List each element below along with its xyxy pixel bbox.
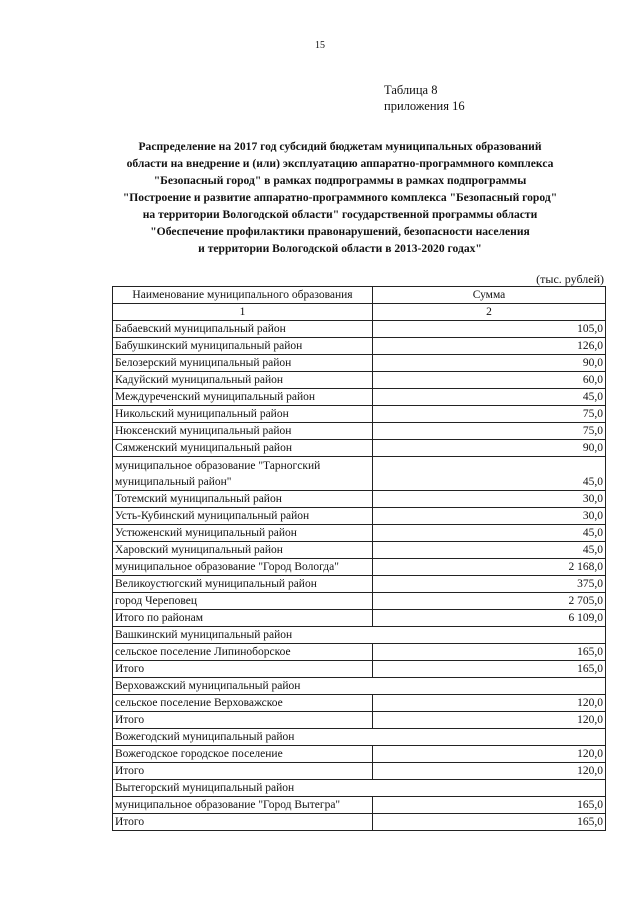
row-name: Белозерский муниципальный район bbox=[113, 355, 373, 372]
row-name: Сямженский муниципальный район bbox=[113, 440, 373, 457]
row-name: Харовский муниципальный район bbox=[113, 542, 373, 559]
settlement-name: Вожегодское городское поселение bbox=[113, 746, 373, 763]
table-row bbox=[113, 491, 606, 508]
row-sum: 105,0 bbox=[373, 321, 606, 338]
row-name: Усть-Кубинский муниципальный район bbox=[113, 508, 373, 525]
row-name: муниципальное образование "Город Вологда" bbox=[113, 559, 373, 576]
row-sum: 75,0 bbox=[373, 406, 606, 423]
settlement-sum: 120,0 bbox=[373, 746, 606, 763]
row-sum: 75,0 bbox=[373, 423, 606, 440]
group-total-label: Итого bbox=[113, 661, 373, 678]
row-name: Нюксенский муниципальный район bbox=[113, 423, 373, 440]
table-row bbox=[113, 355, 606, 372]
title-line: на территории Вологодской области" государственной программы области bbox=[142, 208, 538, 221]
table-row bbox=[113, 338, 606, 355]
page-number: 15 bbox=[315, 40, 325, 51]
district-name: Верховажский муниципальный район bbox=[113, 678, 606, 695]
group-total-row bbox=[113, 814, 606, 831]
total-sum: 6 109,0 bbox=[373, 610, 606, 627]
district-header-row bbox=[113, 780, 606, 797]
header-number-row bbox=[113, 304, 606, 321]
table-row bbox=[113, 457, 606, 491]
table-ref-line-1: Таблица 8 bbox=[384, 83, 438, 97]
table-reference bbox=[384, 82, 465, 114]
table-row bbox=[113, 389, 606, 406]
district-name: Вытегорский муниципальный район bbox=[113, 780, 606, 797]
group-total-sum: 165,0 bbox=[373, 814, 606, 831]
row-name: Бабушкинский муниципальный район bbox=[113, 338, 373, 355]
title-line: и территории Вологодской области в 2013-2020 годах" bbox=[198, 242, 482, 255]
title-line: Распределение на 2017 год субсидий бюджетам муниципальных образований bbox=[138, 140, 542, 153]
table-row bbox=[113, 406, 606, 423]
district-header-row bbox=[113, 678, 606, 695]
group-total-sum: 120,0 bbox=[373, 712, 606, 729]
table-row bbox=[113, 372, 606, 389]
table-row bbox=[113, 440, 606, 457]
group-total-label: Итого bbox=[113, 712, 373, 729]
table-row bbox=[113, 508, 606, 525]
header-num-1: 1 bbox=[113, 304, 373, 321]
row-name: Никольский муниципальный район bbox=[113, 406, 373, 423]
row-name: город Череповец bbox=[113, 593, 373, 610]
table-row bbox=[113, 321, 606, 338]
row-sum: 126,0 bbox=[373, 338, 606, 355]
total-label: Итого по районам bbox=[113, 610, 373, 627]
row-sum: 45,0 bbox=[373, 525, 606, 542]
row-sum: 375,0 bbox=[373, 576, 606, 593]
row-sum: 45,0 bbox=[373, 542, 606, 559]
table-row bbox=[113, 797, 606, 814]
row-sum: 60,0 bbox=[373, 372, 606, 389]
table-row bbox=[113, 746, 606, 763]
settlement-sum: 120,0 bbox=[373, 695, 606, 712]
district-header-row bbox=[113, 627, 606, 644]
row-sum: 45,0 bbox=[373, 389, 606, 406]
row-sum: 30,0 bbox=[373, 508, 606, 525]
row-sum: 30,0 bbox=[373, 491, 606, 508]
group-total-label: Итого bbox=[113, 763, 373, 780]
row-name: Кадуйский муниципальный район bbox=[113, 372, 373, 389]
table-row bbox=[113, 559, 606, 576]
row-sum: 2 705,0 bbox=[373, 593, 606, 610]
table-row bbox=[113, 423, 606, 440]
row-sum: 90,0 bbox=[373, 355, 606, 372]
row-sum: 90,0 bbox=[373, 440, 606, 457]
row-name: муниципальное образование "Тарногский муниципальный район" bbox=[113, 457, 373, 491]
group-total-label: Итого bbox=[113, 814, 373, 831]
settlement-name: сельское поселение Верховажское bbox=[113, 695, 373, 712]
row-sum: 45,0 bbox=[373, 457, 606, 491]
distribution-table bbox=[112, 286, 606, 831]
row-name: Тотемский муниципальный район bbox=[113, 491, 373, 508]
settlement-name: сельское поселение Липиноборское bbox=[113, 644, 373, 661]
group-total-row bbox=[113, 661, 606, 678]
group-total-row bbox=[113, 763, 606, 780]
total-districts-row bbox=[113, 610, 606, 627]
row-name: Междуреченский муниципальный район bbox=[113, 389, 373, 406]
header-row bbox=[113, 287, 606, 304]
table-row bbox=[113, 644, 606, 661]
header-num-2: 2 bbox=[373, 304, 606, 321]
district-header-row bbox=[113, 729, 606, 746]
settlement-name: муниципальное образование "Город Вытегра" bbox=[113, 797, 373, 814]
table-row bbox=[113, 695, 606, 712]
settlement-sum: 165,0 bbox=[373, 797, 606, 814]
title-line: "Построение и развитие аппаратно-программного комплекса "Безопасный город" bbox=[122, 191, 558, 204]
unit-label: (тыс. рублей) bbox=[536, 272, 604, 286]
row-name: Бабаевский муниципальный район bbox=[113, 321, 373, 338]
table-ref-line-2: приложения 16 bbox=[384, 99, 465, 113]
table-row bbox=[113, 525, 606, 542]
district-name: Вожегодский муниципальный район bbox=[113, 729, 606, 746]
row-name: Великоустюгский муниципальный район bbox=[113, 576, 373, 593]
table-row bbox=[113, 576, 606, 593]
district-name: Вашкинский муниципальный район bbox=[113, 627, 606, 644]
document-title bbox=[80, 138, 600, 257]
group-total-sum: 120,0 bbox=[373, 763, 606, 780]
table-row bbox=[113, 542, 606, 559]
settlement-sum: 165,0 bbox=[373, 644, 606, 661]
group-total-sum: 165,0 bbox=[373, 661, 606, 678]
group-total-row bbox=[113, 712, 606, 729]
row-sum: 2 168,0 bbox=[373, 559, 606, 576]
title-line: "Безопасный город" в рамках подпрограммы в рамках подпрограммы bbox=[153, 174, 527, 187]
title-line: "Обеспечение профилактики правонарушений, безопасности населения bbox=[150, 225, 530, 238]
header-sum: Сумма bbox=[373, 287, 606, 304]
header-name: Наименование муниципального образования bbox=[113, 287, 373, 304]
title-line: области на внедрение и (или) эксплуатацию аппаратно-программного комплекса bbox=[126, 157, 554, 170]
table-row bbox=[113, 593, 606, 610]
row-name: Устюженский муниципальный район bbox=[113, 525, 373, 542]
